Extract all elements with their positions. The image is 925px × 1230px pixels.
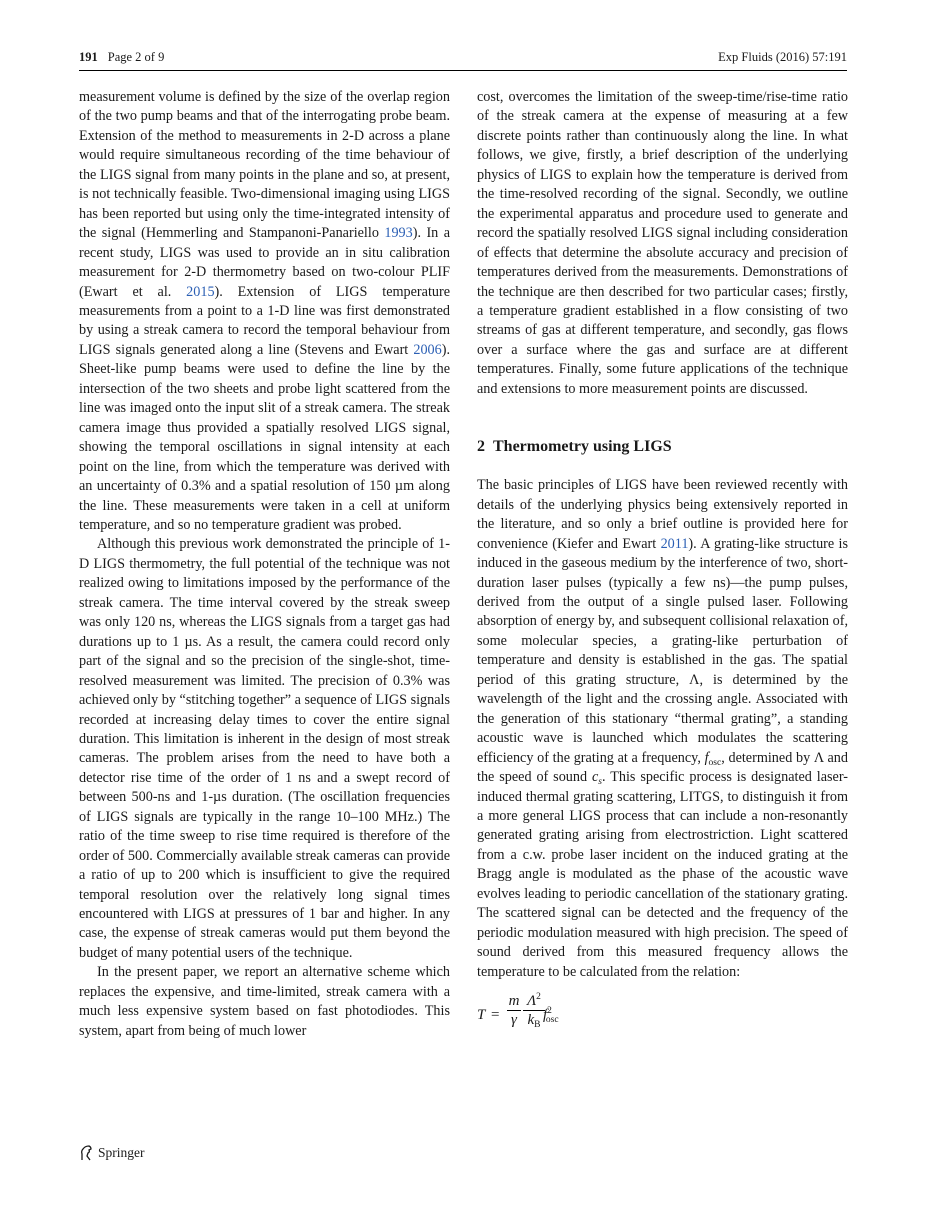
eq-exponent: 2 bbox=[536, 992, 541, 1003]
paragraph: In the present paper, we report an alternative scheme which replaces the expensive, and time-limited, streak camera with a much less expensive system based on fast photodiodes. This system, apart from being of much lower bbox=[79, 964, 450, 1039]
springer-horse-icon bbox=[79, 1145, 93, 1161]
eq-gamma: γ bbox=[511, 1012, 517, 1029]
eq-B: B bbox=[534, 1020, 541, 1031]
running-header bbox=[79, 50, 847, 70]
subscript-s: s bbox=[598, 777, 602, 788]
paragraph: cost, overcomes the limitation of the sweep-time/rise-time ratio of the streak camera at the expense of measuring at a few discrete points rather than continuously along the line. In what follows, we give, firstly, a brief description of the underlying physics of LIGS to explain how the temperature is derived from the time-resolved recording of the signal. Secondly, we outline the experimental apparatus and procedure used to generate and record the spatially resolved LIGS signal including consideration of effects that determine the absolute accuracy and precision of temperatures derived from the measurements. Demonstrations of the technique are then described for two particular cases; firstly, a temperature gradient established in a flow consisting of two streams of gas at different temperature, and secondly, gas flows over a surface where the gas and surface are at different temperatures. Finally, some future applications of the technique and extensions to more measurement points are discussed. bbox=[477, 89, 848, 397]
journal-citation: Exp Fluids (2016) 57:191 bbox=[718, 50, 847, 64]
right-column bbox=[477, 88, 848, 1038]
header-rule bbox=[79, 70, 847, 71]
paragraph bbox=[477, 476, 848, 982]
fraction-lambda-kb bbox=[523, 992, 548, 1031]
text-run: ). In a recent study, LIGS was used to provide an in situ calibration measurement for 2-D thermometry based on two-colour PLIF (Ewart et al. bbox=[79, 225, 450, 300]
eq-f-osc bbox=[543, 1006, 559, 1025]
left-column bbox=[79, 88, 450, 1041]
text-run: . This specific process is designated laser-induced thermal grating scattering, LITGS, to distinguish it from a more general LIGS process that can include a non-resonantly generated grating arising from electrostriction. Light scattered from a c.w. probe laser incident on the induced grating at the Bragg angle is modulated as the phase of the acoustic wave evolves leading to periodic cancellation of the stationary grating. The scattered signal can be detected and the frequency of the periodic modulation measured with high precision. The speed of sound derived from this measured frequency allows the temperature to be calculated from the relation: bbox=[477, 769, 848, 980]
eq-k: k bbox=[527, 1012, 535, 1029]
eq-m: m bbox=[508, 993, 520, 1010]
publisher-name: Springer bbox=[98, 1145, 145, 1160]
paragraph bbox=[79, 88, 450, 535]
header-left bbox=[79, 50, 164, 65]
fraction-m-gamma bbox=[507, 992, 521, 1029]
subscript-osc: osc bbox=[708, 757, 722, 768]
footer bbox=[79, 1145, 145, 1161]
citation-link[interactable]: 2015 bbox=[186, 283, 215, 300]
page-number: 191 bbox=[79, 50, 98, 64]
eq-f: f bbox=[543, 1007, 548, 1024]
eq-T: T bbox=[477, 1007, 486, 1024]
section-number: 2 bbox=[477, 438, 485, 456]
eq-f-exponent: 2 bbox=[547, 1006, 552, 1017]
citation-link[interactable]: 2006 bbox=[413, 341, 442, 358]
text-run: ). Extension of LIGS temperature measurements from a point to a 1-D line was first demonstrated by using a streak camera to record the temporal behaviour from LIGS signals generated along a line (Stevens and Ewart bbox=[79, 283, 451, 358]
symbol-c: c bbox=[591, 769, 599, 786]
section-title: Thermometry using LIGS bbox=[493, 438, 672, 456]
eq-kB bbox=[523, 1011, 545, 1029]
text-run: ). A grating-like structure is induced in the gaseous medium by the interference of two, short-duration laser pulses (typically a few ns)—the pump pulses, derived from the output of a single pulsed laser. Following absorption of energy by, and subsequent collisional relaxation of, some molecular species, a grating-like perturbation of temperature and density is established in the gas. The spatial period of this grating structure, Λ, is determined by the wavelength of the light and the crossing angle. Associated with the generation of this stationary “thermal grating”, a standing acoustic wave is launched which modulates the scattering efficiency of the grating at a frequency, bbox=[477, 535, 848, 766]
text-run: , determined by Λ and the speed of sound bbox=[477, 749, 848, 786]
paragraph: Although this previous work demonstrated the principle of 1-D LIGS thermometry, the full potential of the technique was not realized owing to limitations imposed by the performance of the streak camera. The time interval covered by the streak sweep was only 120 ns, whereas the LIGS signals from a target gas had durations up to 1 µs. As a result, the camera could record only part of the signal and so the precision of the single-shot, time-resolved measurement was limited. The precision of 0.3% was achieved only by “stitching together” a sequence of LIGS signals recorded at increasing delay times to cover the entire signal duration. This limitation is inherent in the design of most streak cameras. The problem arises from the need to have both a detector rise time of the order of 1 ns and a swept record of between 500-ns and 1-µs duration. (The oscillation frequencies of LIGS signals are typically in the range 10–100 MHz.) The ratio of the time sweep to rise time required is therefore of the order of 500. Commercially available streak cameras can provide a ratio of up to 200 which is insufficient to give the required temporal resolution over the relatively long signal times encountered with LIGS at pressures of 1 bar and higher. In any case, the expense of streak cameras would put them beyond the budget of many potential users of the technique. bbox=[79, 536, 450, 961]
eq-equals: = bbox=[491, 1007, 500, 1024]
eq-Lambda: Λ bbox=[527, 993, 537, 1010]
eq-lambda-sq bbox=[523, 992, 545, 1010]
citation-link[interactable]: 2011 bbox=[660, 535, 689, 552]
page-label: Page 2 of 9 bbox=[107, 50, 165, 64]
temperature-equation bbox=[477, 994, 848, 1038]
text-run: The basic principles of LIGS have been reviewed recently with details of the underlying physics being extensively reported in the literature, and so only a brief outline is provided here for convenience (Kiefer and Ewart bbox=[477, 477, 848, 552]
section-heading bbox=[477, 437, 848, 457]
citation-link[interactable]: 1993 bbox=[384, 225, 413, 242]
symbol-f: f bbox=[704, 749, 709, 766]
text-run: measurement volume is defined by the size of the overlap region of the two pump beams and that of the interrogating probe beam. Extension of the method to measurements in 2-D across a plane would require simultaneous recording of the time behaviour of the LIGS signal from many points in the plane and so, at present, is not technically feasible. Two-dimensional imaging using LIGS has been reported but using only the time-integrated intensity of the signal (Hemmerling and Stampanoni-Panariello bbox=[79, 89, 450, 242]
eq-osc: osc bbox=[545, 1015, 559, 1026]
text-run: ). Sheet-like pump beams were used to define the line by the intersection of the two sheets and probe light scattered from the line was imaged onto the input slit of a streak camera. The streak camera image thus provided a spatially resolved LIGS signal, showing the temporal oscillations in signal intensity at each point on the line, from which the temperature was derived with an uncertainty of 0.3% and a spatial resolution of 150 µm along the line. These measurements were taken in a cell at uniform temperature, and so no temperature gradient was probed. bbox=[79, 341, 450, 533]
